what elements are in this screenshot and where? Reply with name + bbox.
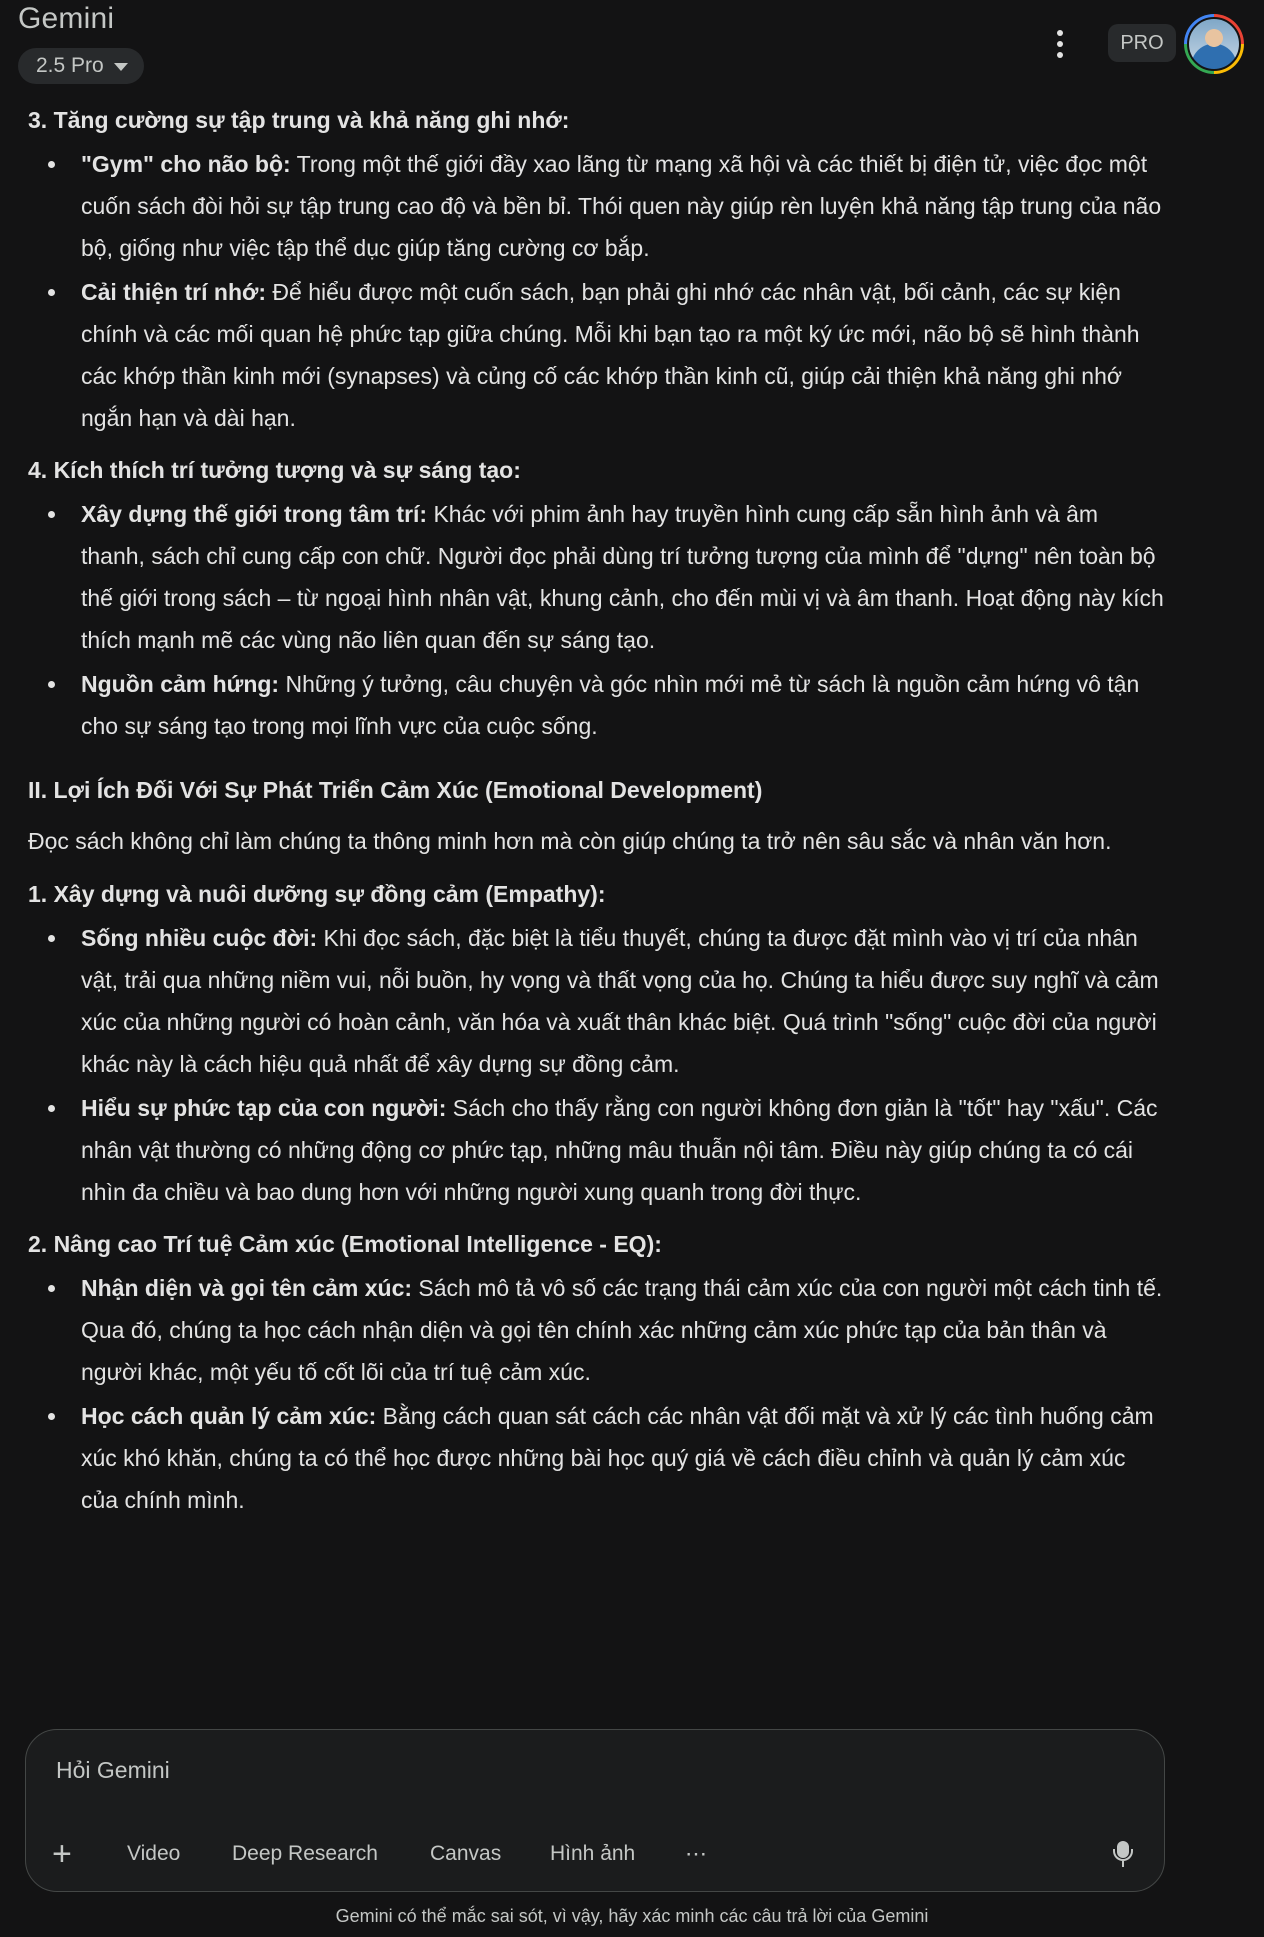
bullet-list bbox=[28, 493, 1168, 747]
add-icon[interactable]: + bbox=[52, 1834, 72, 1873]
bullet-list bbox=[28, 143, 1168, 439]
section-heading: 4. Kích thích trí tưởng tượng và sự sáng tạo: bbox=[28, 457, 521, 483]
composer-toolbar bbox=[26, 1834, 1164, 1874]
item-lead: Sống nhiều cuộc đời: bbox=[81, 925, 318, 951]
section-heading: 3. Tăng cường sự tập trung và khả năng ghi nhớ: bbox=[28, 107, 570, 133]
item-lead: Nhận diện và gọi tên cảm xúc: bbox=[81, 1275, 413, 1301]
avatar-image bbox=[1187, 17, 1241, 71]
response-content bbox=[28, 96, 1168, 1736]
list-item bbox=[28, 663, 1168, 747]
list-item bbox=[28, 493, 1168, 661]
item-text: Sách mô tả vô số các trạng thái cảm xúc của con người một cách tinh tế. Qua đó, chúng ta học cách nhận diện và gọi tên chính xác những cảm xúc phức tạp của bản thân và người khác, một yếu tố cốt lõi của trí tuệ cảm xúc. bbox=[81, 1275, 1163, 1385]
more-options-icon[interactable] bbox=[1040, 22, 1080, 66]
list-item bbox=[28, 1395, 1168, 1521]
part-heading: II. Lợi Ích Đối Với Sự Phát Triển Cảm Xúc (Emotional Development) bbox=[28, 777, 763, 803]
section-heading: 1. Xây dựng và nuôi dưỡng sự đồng cảm (Empathy): bbox=[28, 881, 606, 907]
more-tools-icon[interactable]: ⋯ bbox=[685, 1834, 708, 1874]
tool-image-button[interactable]: Hình ảnh bbox=[550, 1834, 635, 1874]
item-lead: Học cách quản lý cảm xúc: bbox=[81, 1403, 377, 1429]
list-item bbox=[28, 1267, 1168, 1393]
section-heading: 2. Nâng cao Trí tuệ Cảm xúc (Emotional Intelligence - EQ): bbox=[28, 1231, 662, 1257]
item-text: Để hiểu được một cuốn sách, bạn phải ghi nhớ các nhân vật, bối cảnh, các sự kiện chính và các mối quan hệ phức tạp giữa chúng. Mỗi khi bạn tạo ra một ký ức mới, não bộ sẽ hình thành các khớp thần kinh mới (synapses) và củng cố các khớp thần kinh cũ, giúp cải thiện khả năng ghi nhớ ngắn hạn và dài hạn. bbox=[81, 279, 1140, 431]
list-item bbox=[28, 917, 1168, 1085]
bullet-list bbox=[28, 917, 1168, 1213]
item-text: Khác với phim ảnh hay truyền hình cung cấp sẵn hình ảnh và âm thanh, sách chỉ cung cấp con chữ. Người đọc phải dùng trí tưởng tượng của mình để "dựng" nên toàn bộ thế giới trong sách – từ ngoại hình nhân vật, khung cảnh, cho đến mùi vị và âm thanh. Hoạt động này kích thích mạnh mẽ các vùng não liên quan đến sự sáng tạo. bbox=[81, 501, 1164, 653]
content-fade bbox=[0, 1640, 1264, 1736]
prompt-composer bbox=[25, 1729, 1165, 1892]
item-lead: Hiểu sự phức tạp của con người: bbox=[81, 1095, 447, 1121]
avatar[interactable] bbox=[1184, 14, 1244, 74]
item-text: Sách cho thấy rằng con người không đơn giản là "tốt" hay "xấu". Các nhân vật thường có những động cơ phức tạp, những mâu thuẫn nội tâm. Điều này giúp chúng ta có cái nhìn đa chiều và bao dung hơn với những người xung quanh trong đời thực. bbox=[81, 1095, 1158, 1205]
item-text: Bằng cách quan sát cách các nhân vật đối mặt và xử lý các tình huống cảm xúc khó khăn, chúng ta có thể học được những bài học quý giá về cách điều chỉnh và quản lý cảm xúc của chính mình. bbox=[81, 1403, 1154, 1513]
tool-deep-research-button[interactable]: Deep Research bbox=[232, 1834, 378, 1874]
top-bar bbox=[0, 0, 1264, 96]
item-text: Những ý tưởng, câu chuyện và góc nhìn mới mẻ từ sách là nguồn cảm hứng vô tận cho sự sáng tạo trong mọi lĩnh vực của cuộc sống. bbox=[81, 671, 1140, 739]
paragraph: Đọc sách không chỉ làm chúng ta thông minh hơn mà còn giúp chúng ta trở nên sâu sắc và nhân văn hơn. bbox=[28, 828, 1112, 854]
list-item bbox=[28, 271, 1168, 439]
disclaimer-text: Gemini có thể mắc sai sót, vì vậy, hãy xác minh các câu trả lời của Gemini bbox=[335, 1906, 929, 1926]
bullet-list bbox=[28, 1267, 1168, 1521]
item-lead: "Gym" cho não bộ: bbox=[81, 151, 291, 177]
tool-canvas-button[interactable]: Canvas bbox=[430, 1834, 501, 1874]
list-item bbox=[28, 143, 1168, 269]
caret-down-icon bbox=[114, 63, 128, 71]
item-lead: Cải thiện trí nhớ: bbox=[81, 279, 267, 305]
app-title: Gemini bbox=[18, 2, 115, 35]
microphone-icon[interactable] bbox=[1108, 1834, 1138, 1874]
item-text: Trong một thế giới đầy xao lãng từ mạng xã hội và các thiết bị điện tử, việc đọc một cuốn sách đòi hỏi sự tập trung cao độ và bền bỉ. Thói quen này giúp rèn luyện khả năng tập trung của não bộ, giống như việc tập thể dục giúp tăng cường cơ bắp. bbox=[81, 151, 1162, 261]
pro-badge[interactable]: PRO bbox=[1108, 24, 1176, 62]
tool-video-button[interactable]: Video bbox=[127, 1834, 180, 1874]
model-switcher-button[interactable] bbox=[18, 48, 144, 84]
model-label: 2.5 Pro bbox=[36, 54, 104, 77]
list-item bbox=[28, 1087, 1168, 1213]
prompt-input[interactable] bbox=[56, 1750, 1116, 1790]
item-lead: Nguồn cảm hứng: bbox=[81, 671, 280, 697]
item-lead: Xây dựng thế giới trong tâm trí: bbox=[81, 501, 428, 527]
item-text: Khi đọc sách, đặc biệt là tiểu thuyết, chúng ta được đặt mình vào vị trí của nhân vật, trải qua những niềm vui, nỗi buồn, hy vọng và thất vọng của họ. Chúng ta hiểu được suy nghĩ và cảm xúc của những người có hoàn cảnh, văn hóa và xuất thân khác biệt. Quá trình "sống" cuộc đời của người khác này là cách hiệu quả nhất để xây dựng sự đồng cảm. bbox=[81, 925, 1159, 1077]
